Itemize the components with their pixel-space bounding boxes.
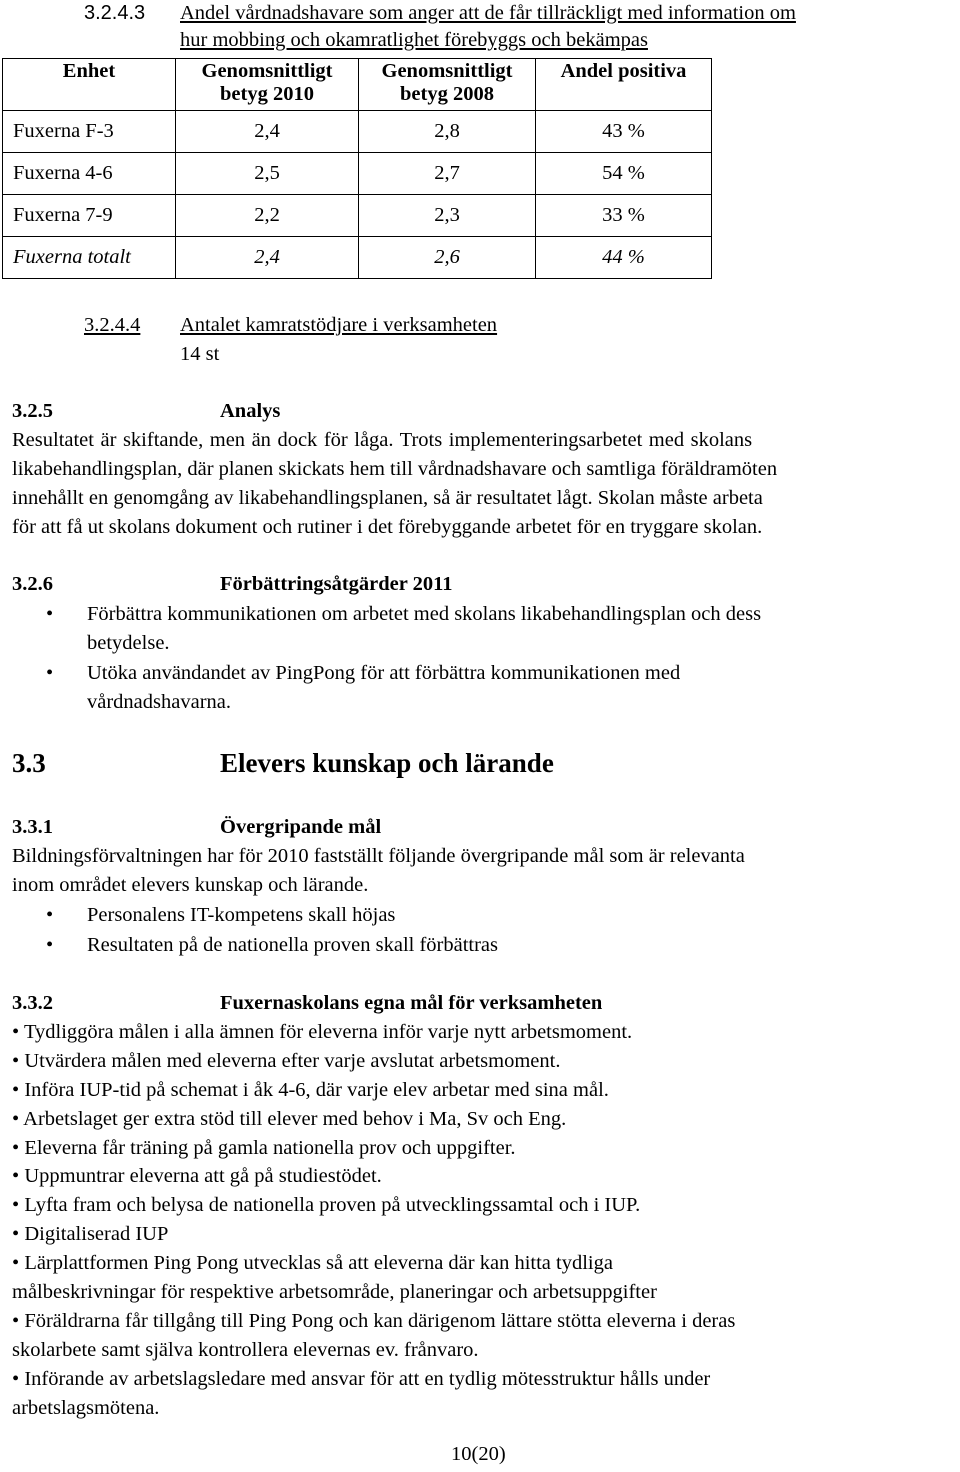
goal-item-8: • Digitaliserad IUP	[12, 1223, 169, 1245]
table-cell: Fuxerna 7-9	[3, 195, 176, 237]
kamratstodjare-count: 14 st	[180, 343, 220, 365]
atgard-1-line-2: betydelse.	[87, 632, 170, 654]
section-3-3-1-number: 3.3.1	[12, 816, 53, 838]
table-cell: 2,6	[359, 237, 536, 279]
goal-item-11-cont: arbetslagsmötena.	[12, 1397, 160, 1419]
bullet-icon: •	[46, 662, 54, 684]
table-cell: 2,5	[176, 153, 359, 195]
analys-line-3: innehållt en genomgång av likabehandlingsplanen, så är resultatet lågt. Skolan måste arbeta	[12, 487, 763, 509]
bullet-icon: •	[46, 904, 54, 926]
section-3-3-1-title: Övergripande mål	[220, 816, 382, 838]
section-3-3-2-number: 3.3.2	[12, 992, 53, 1014]
table-header-cell: Genomsnittligt betyg 2010	[176, 59, 359, 111]
table-cell: 2,4	[176, 111, 359, 153]
section-3-2-4-3-title-line2: hur mobbing och okamratlighet förebyggs och bekämpas	[180, 29, 648, 51]
mal-item-2: Resultaten på de nationella proven skall förbättras	[87, 934, 499, 956]
table-cell: 54 %	[536, 153, 712, 195]
analys-line-4: för att få ut skolans dokument och rutiner i det förebyggande arbetet för en tryggare skolan.	[12, 516, 763, 538]
goal-item-1: • Tydliggöra målen i alla ämnen för eleverna inför varje nytt arbetsmoment.	[12, 1021, 633, 1043]
bullet-icon: •	[46, 934, 54, 956]
table-cell: 2,8	[359, 111, 536, 153]
goal-item-10-cont: skolarbete samt själva kontrollera elevernas ev. frånvaro.	[12, 1339, 479, 1361]
table-cell: 2,7	[359, 153, 536, 195]
section-3-2-6-number: 3.2.6	[12, 573, 53, 595]
table-row	[3, 111, 712, 153]
atgard-2-line-1: Utöka användandet av PingPong för att förbättra kommunikationen med	[87, 662, 681, 684]
overgripande-line-2: inom området elevers kunskap och lärande.	[12, 874, 369, 896]
section-3-3-number: 3.3	[12, 748, 46, 778]
atgard-2-line-2: vårdnadshavarna.	[87, 691, 232, 713]
section-3-2-4-4-title: Antalet kamratstödjare i verksamheten	[180, 314, 498, 336]
goal-item-7: • Lyfta fram och belysa de nationella proven på utvecklingssamtal och i IUP.	[12, 1194, 641, 1216]
table-cell: 33 %	[536, 195, 712, 237]
table-cell: Fuxerna F-3	[3, 111, 176, 153]
table-cell: Fuxerna 4-6	[3, 153, 176, 195]
table-cell: 2,4	[176, 237, 359, 279]
analys-line-2: likabehandlingsplan, där planen skickats hem till vårdnadshavare och samtliga föräldramöten	[12, 458, 778, 480]
survey-table	[2, 58, 712, 279]
table-header-cell: Enhet	[3, 59, 176, 111]
mal-item-1: Personalens IT-kompetens skall höjas	[87, 904, 396, 926]
table-header-cell: Andel positiva	[536, 59, 712, 111]
goal-item-3: • Införa IUP-tid på schemat i åk 4-6, där varje elev arbetar med sina mål.	[12, 1079, 609, 1101]
section-3-2-4-4-number: 3.2.4.4	[84, 314, 141, 336]
table-cell: 43 %	[536, 111, 712, 153]
goal-item-6: • Uppmuntrar eleverna att gå på studiestödet.	[12, 1165, 382, 1187]
table-cell: Fuxerna totalt	[3, 237, 176, 279]
analys-line-1: Resultatet är skiftande, men än dock för låga. Trots implementeringsarbetet med skolans	[12, 429, 753, 451]
atgard-1-line-1: Förbättra kommunikationen om arbetet med skolans likabehandlingsplan och dess	[87, 603, 762, 625]
table-cell: 2,2	[176, 195, 359, 237]
goal-item-10: • Föräldrarna får tillgång till Ping Pong och kan därigenom lättare stötta eleverna i deras	[12, 1310, 736, 1332]
goal-item-11: • Införande av arbetslagsledare med ansvar för att en tydlig mötesstruktur hålls under	[12, 1368, 711, 1390]
section-3-2-5-title: Analys	[220, 400, 281, 422]
goal-item-9-cont: målbeskrivningar för respektive arbetsområde, planeringar och arbetsuppgifter	[12, 1281, 657, 1303]
table-row	[3, 153, 712, 195]
table-row	[3, 195, 712, 237]
section-3-2-4-3-number: 3.2.4.3	[84, 2, 146, 24]
goal-item-5: • Eleverna får träning på gamla nationella prov och uppgifter.	[12, 1137, 516, 1159]
table-header-cell: Genomsnittligt betyg 2008	[359, 59, 536, 111]
table-row	[3, 237, 712, 279]
section-3-3-2-title: Fuxernaskolans egna mål för verksamheten	[220, 992, 603, 1014]
goal-item-9: • Lärplattformen Ping Pong utvecklas så att eleverna där kan hitta tydliga	[12, 1252, 613, 1274]
table-cell: 44 %	[536, 237, 712, 279]
section-3-3-title: Elevers kunskap och lärande	[220, 748, 554, 778]
table-cell: 2,3	[359, 195, 536, 237]
page-number: 10(20)	[451, 1443, 506, 1465]
overgripande-line-1: Bildningsförvaltningen har för 2010 fastställt följande övergripande mål som är relevanta	[12, 845, 745, 867]
table-header-row	[3, 59, 712, 111]
section-3-2-6-title: Förbättringsåtgärder 2011	[220, 573, 453, 595]
section-3-2-5-number: 3.2.5	[12, 400, 53, 422]
bullet-icon: •	[46, 603, 54, 625]
goal-item-4: • Arbetslaget ger extra stöd till elever med behov i Ma, Sv och Eng.	[12, 1108, 567, 1130]
section-3-2-4-3-title-line1: Andel vårdnadshavare som anger att de får tillräckligt med information om	[180, 2, 796, 24]
goal-item-2: • Utvärdera målen med eleverna efter varje avslutat arbetsmoment.	[12, 1050, 561, 1072]
